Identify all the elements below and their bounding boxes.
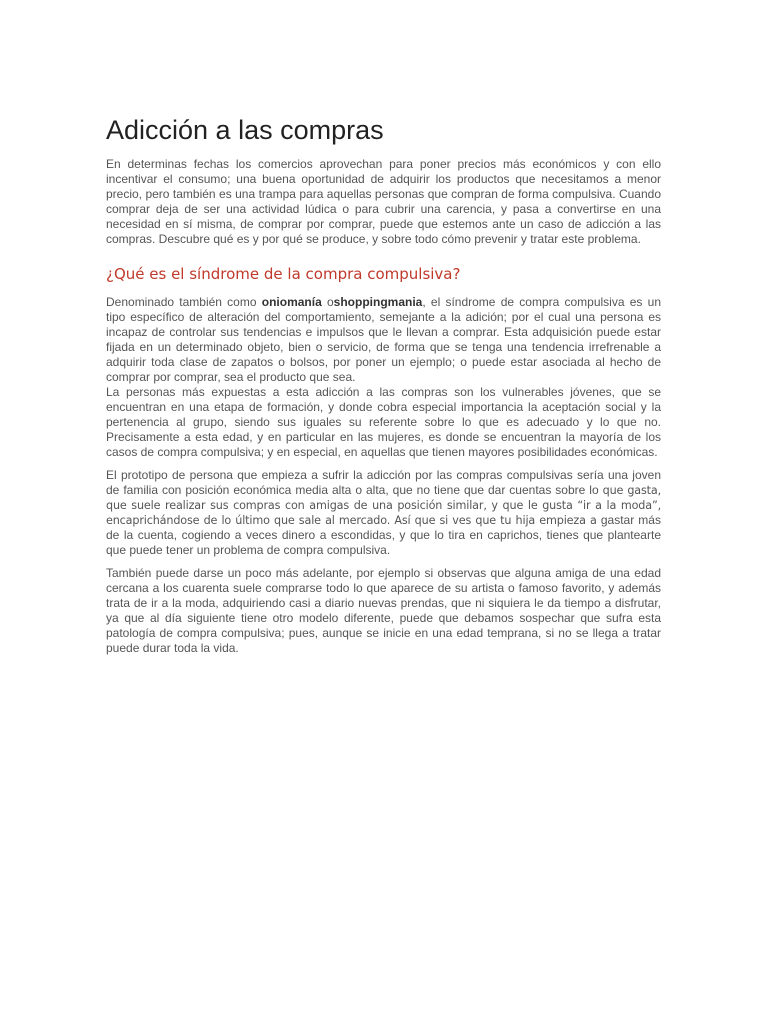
- term-oniomania: oniomanía: [261, 295, 322, 309]
- term-shoppingmania: shoppingmania: [333, 295, 423, 309]
- document-page: [106, 114, 661, 656]
- prototype-paragraph: [106, 468, 661, 558]
- definition-paragraph: [106, 295, 661, 385]
- vulnerable-groups-paragraph: La personas más expuestas a esta adicción a las compras son los vulnerables jóvenes, que se encuentran en una etapa de formación, y donde cobra especial importancia la aceptación social y la pertenencia al grupo, siendo sus iguales su referente sobre lo que es adecuado y lo que no. Precisamente a esta edad, y en particular en las mujeres, es donde se encuentran la mayoría de los casos de compra compulsiva; y en especial, en aquellas que tienen mayores posibilidades económicas.: [106, 385, 661, 459]
- section-heading: ¿Qué es el síndrome de la compra compulsiva?: [106, 265, 461, 283]
- page-title: Adicción a las compras: [106, 115, 384, 145]
- definition-text-start: Denominado también como: [106, 295, 262, 309]
- definition-text-end: , el síndrome de compra compulsiva es un tipo específico de alteración del comportamiento, semejante a la adición; por el cual una persona es incapaz de controlar sus tendencias e impulsos que le llevan a comprar. Esta adquisición puede estar fijada en un determinado objeto, bien o servicio, de forma que se tenga una tendencia irrefrenable a adquirir toda clase de zapatos o bolsos, por poner un ejemplo; o puede estar asociada al hecho de comprar por comprar, sea el producto que sea.: [106, 295, 661, 384]
- prototype-text-start: El prototipo de persona que empieza a sufrir la adicción por las compras compulsivas sería una joven de familia con posición económica media alta o alta, que no tiene que dar cuentas sobre lo: [106, 468, 661, 497]
- prototype-text-end: gastar más de la cuenta, cogiendo a veces dinero a escondidas, y que lo tira en caprichos, tienes que plantearte que puede tener un problema de compra compulsiva.: [106, 513, 661, 557]
- later-onset-paragraph: También puede darse un poco más adelante, por ejemplo si observas que alguna amiga de una edad cercana a los cuarenta suele comprarse todo lo que aparece de su artista o famoso favorito, y además trata de ir a la moda, adquiriendo casi a diario nuevas prendas, que ni siquiera le da tiempo a disfrutar, ya que al día siguiente tiene otro modelo diferente, puede que debamos sospechar que sufra esta patología de compra compulsiva; pues, aunque se inicie en una edad temprana, si no se llega a tratar puede durar toda la vida.: [106, 566, 661, 655]
- intro-paragraph: En determinas fechas los comercios aprovechan para poner precios más económicos y con ello incentivar el consumo; una buena oportunidad de adquirir los productos que necesitamos a menor precio, pero también es una trampa para aquellas personas que compran de forma compulsiva. Cuando comprar deja de ser una actividad lúdica o para cubrir una carencia, y pasa a convertirse en una necesidad en sí misma, de comprar por comprar, puede que estemos ante un caso de adicción a las compras. Descubre qué es y por qué se produce, y sobre todo cómo prevenir y tratar este problema.: [106, 157, 661, 246]
- definition-text-join: o: [321, 295, 334, 309]
- prototype-text-middle: que gasta, que suele realizar sus compras con amigas de una posición similar, y que le gusta “ir a la moda”, encaprichándose de lo último que sale al mercado. Así que si ves que tu hija empieza a: [106, 484, 662, 527]
